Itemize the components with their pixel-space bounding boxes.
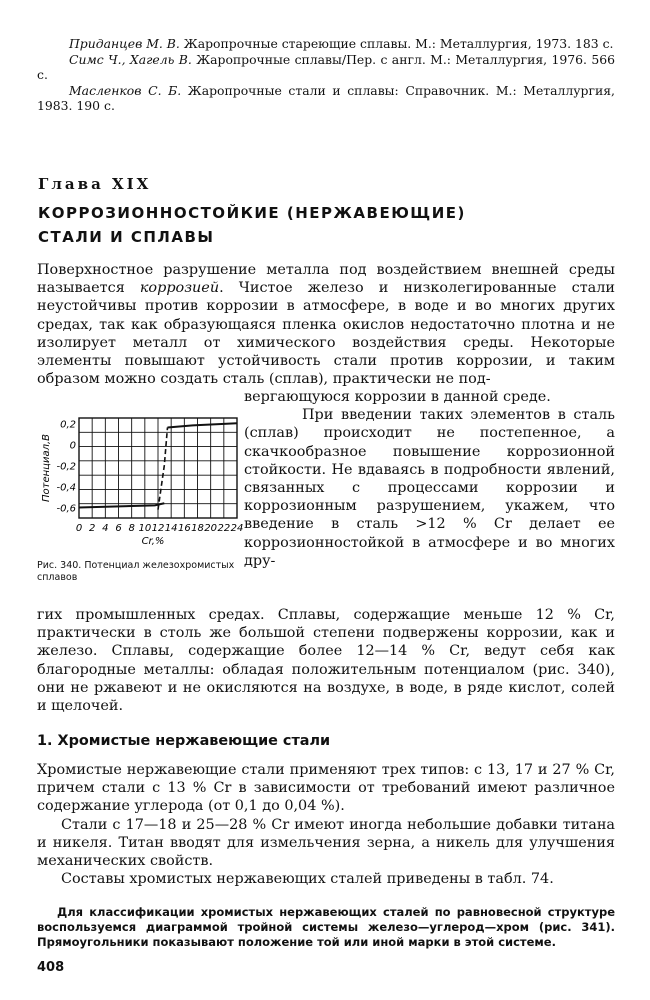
intro-part1: Поверхностное разрушение металла под воздействием внешней среды называется: [37, 262, 615, 297]
chapter-title: [38, 201, 466, 249]
figure-340: [37, 410, 247, 622]
reference-text: Жаропрочные сплавы/Пер. с англ. М.: Металлургия, 1976. 566 с.: [37, 52, 615, 82]
chapter-label: Глава XIX: [38, 175, 152, 193]
y-axis-label: Потенциал,В: [41, 433, 52, 503]
x-tick-label: 20: [204, 523, 218, 534]
footnote-block: [37, 905, 615, 950]
reference-text: Жаропрочные стали и сплавы: Справочник. М.: Металлургия, 1983. 190 с.: [37, 83, 615, 113]
chart-grid: [79, 418, 237, 518]
x-tick-label: 0: [75, 523, 83, 534]
intro-term: коррозией: [139, 280, 220, 297]
series-line-high-Cr: [167, 423, 237, 427]
reference-author: Масленков С. Б.: [69, 83, 182, 98]
chapter-title-line1: КОРРОЗИОННОСТОЙКИЕ (НЕРЖАВЕЮЩИЕ): [38, 204, 466, 222]
y-tick-label: -0,2: [56, 461, 76, 473]
section-p3: Составы хромистых нержавеющих сталей приведены в табл. 74.: [61, 871, 554, 888]
y-tick-label: 0,2: [60, 419, 76, 431]
chart-tick-labels: [41, 419, 243, 547]
x-tick-label: 10: [138, 523, 152, 534]
x-axis-label: Cr,%: [141, 536, 165, 547]
reference-text: Жаропрочные стареющие сплавы. М.: Металлургия, 1973. 183 с.: [179, 36, 614, 51]
reference-item: [37, 36, 615, 51]
section-body: [37, 761, 615, 888]
section-title: 1. Хромистые нержавеющие стали: [37, 733, 331, 749]
section-p2: Стали с 17—18 и 25—28 % Cr имеют иногда небольшие добавки титана и никеля. Титан вводят для измельчения зерна, а никель для улучшения механических свойств.: [37, 816, 615, 870]
chapter-title-line2: СТАЛИ И СПЛАВЫ: [38, 228, 215, 246]
x-tick-label: 14: [164, 523, 178, 534]
x-tick-label: 4: [102, 523, 109, 534]
references: [37, 36, 615, 113]
y-tick-label: 0: [69, 440, 76, 452]
y-tick-label: -0,6: [56, 503, 76, 515]
x-tick-label: 24: [230, 523, 244, 534]
x-tick-label: 2: [88, 523, 96, 534]
reference-item: [37, 83, 615, 113]
intro-part2: . Чистое железо и низколегированные стали неустойчивы против коррозии в атмосфере, в воде и во многих других средах, так как образующаяся пленка окислов недостаточно плотна и не изолирует металл от химического воздействия среды. Некоторые элементы повышают устойчивость стали против коррозии, и таким образом можно создать сталь (сплав), практически не под-: [37, 280, 615, 388]
book-page: [37, 36, 615, 975]
reference-author: Приданцев М. В.: [69, 36, 180, 51]
footnote-text: Для классификации хромистых нержавеющих сталей по равновесной структуре воспользуемся диаграммой тройной системы железо—углерод—хром (рис. 341). Прямоугольники показывают положение той или иной марки в этой системе.: [37, 905, 615, 949]
series-line-transition: [158, 427, 167, 509]
x-tick-label: 22: [217, 523, 231, 534]
paragraph-2: При введении таких элементов в сталь (сплав) происходит не постепенное, а скачкообразное повышение коррозионной стойкости. Не вдаваясь в подробности явлений, связанных с процессами коррозии и коррозионным разрушением, укажем, что введение в сталь >12 % Cr делает ее коррозионностойкой в атмосфере и во многих дру-: [244, 407, 615, 569]
paragraph-2-continued: [37, 606, 615, 715]
x-tick-label: 6: [115, 523, 122, 534]
right-column-text: [244, 388, 615, 570]
y-tick-label: -0,4: [56, 482, 76, 494]
section-p1: Хромистые нержавеющие стали применяют трех типов: с 13, 17 и 27 % Cr, причем стали с 13 % Cr в зависимости от требований имеют различное содержание углерода (от 0,1 до 0,04 %).: [37, 762, 615, 815]
reference-author: Симс Ч., Хагель В.: [69, 52, 192, 67]
reference-item: [37, 52, 615, 82]
page-number: 408: [37, 960, 65, 975]
paragraph-2-cont-text: гих промышленных средах. Сплавы, содержащие меньше 12 % Cr, практически в столь же большой степени подвержены коррозии, как и железо. Сплавы, содержащие более 12—14 % Cr, ведут себя как благородные металлы: обладая положительным потенциалом (рис. 340), они не ржавеют и не окисляются на воздухе, в воде, в ряде кислот, солей и щелочей.: [37, 607, 615, 715]
potential-chart: [37, 410, 247, 555]
x-tick-label: 16: [177, 523, 191, 534]
intro-tail: вергающуюся коррозии в данной среде.: [244, 389, 551, 405]
x-tick-label: 18: [191, 523, 204, 534]
intro-paragraph: [37, 261, 615, 388]
figure-caption: Рис. 340. Потенциал железохромистых сплавов: [37, 560, 235, 583]
x-tick-label: 12: [151, 523, 165, 534]
x-tick-label: 8: [128, 523, 135, 534]
